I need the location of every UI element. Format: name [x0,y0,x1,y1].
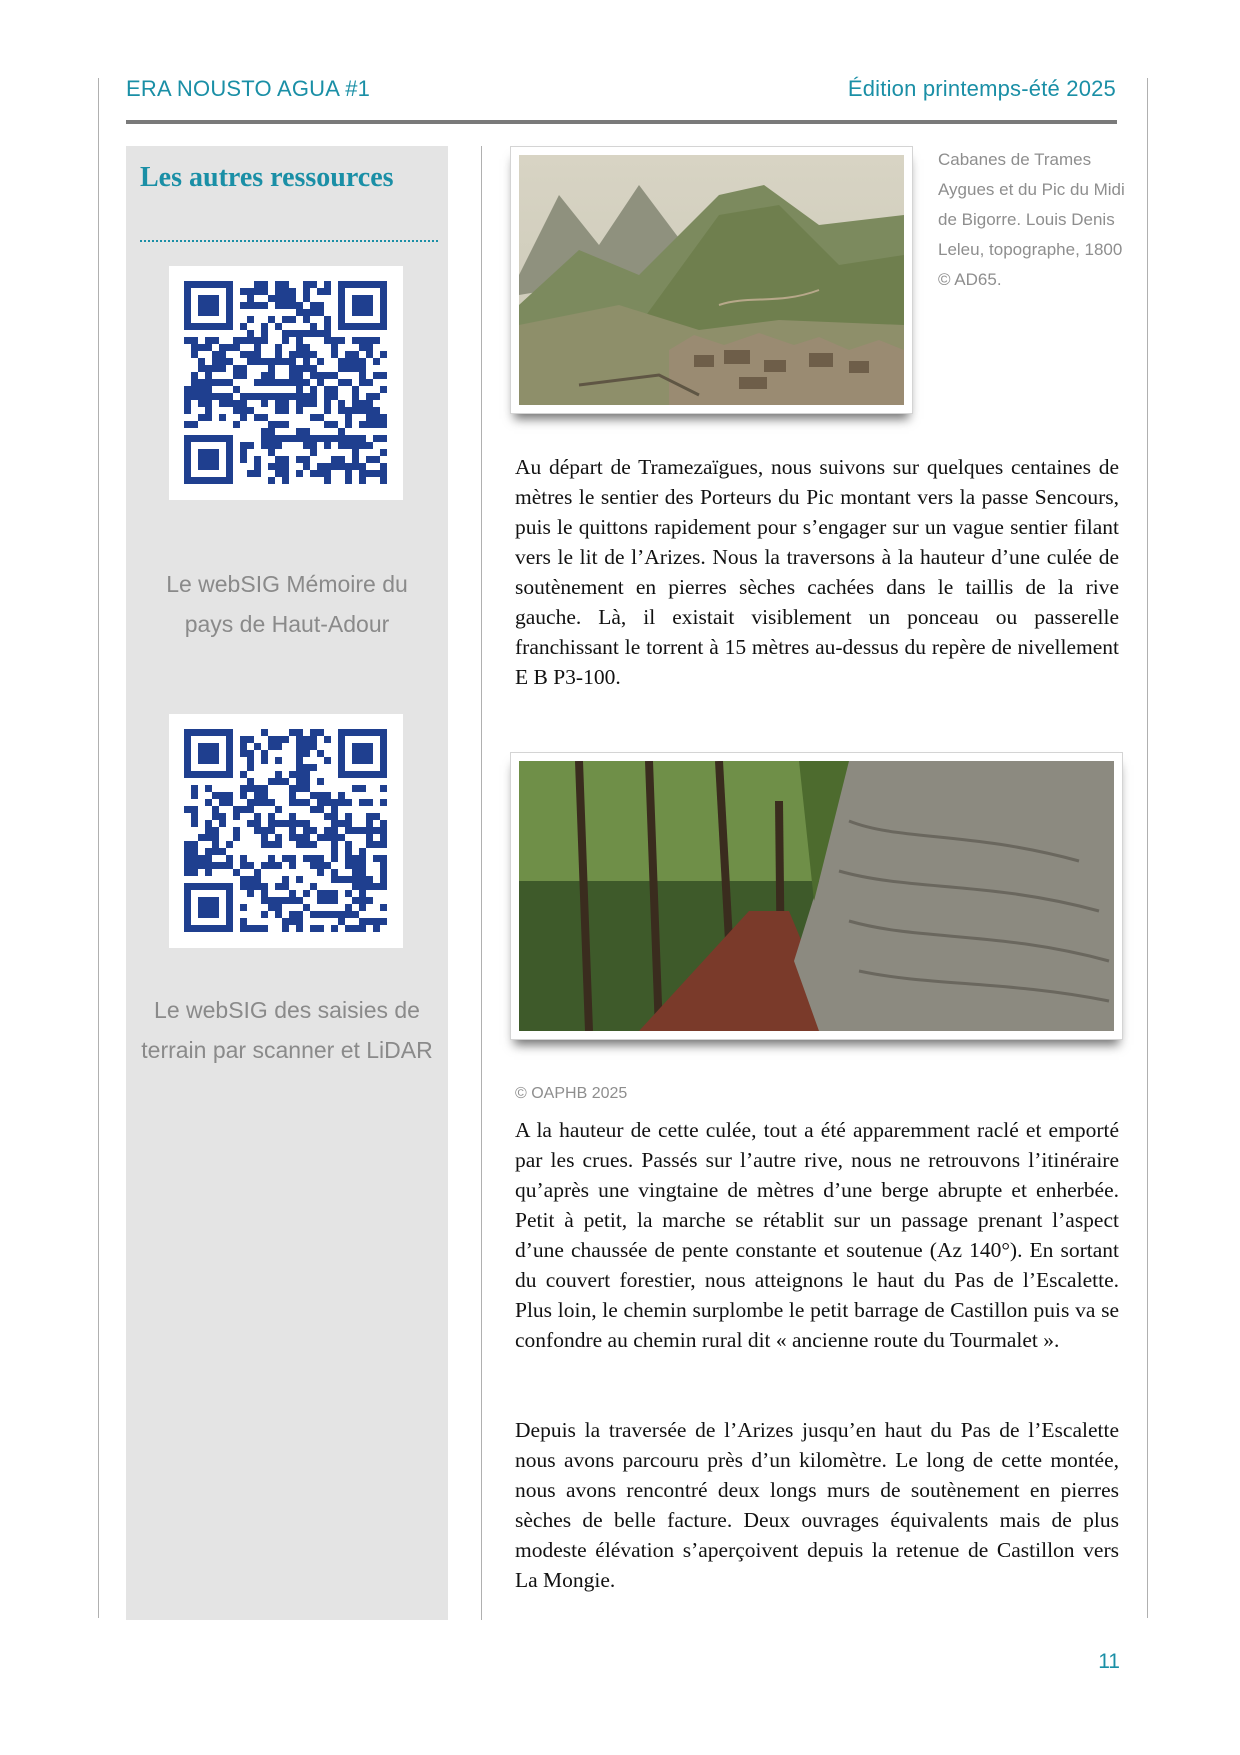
article-paragraph-1: Au départ de Tramezaïgues, nous suivons sur quelques centaines de mètres le sentier des Porteurs du Pic montant vers la passe Sencours, puis le quittons rapidement pour s’engager sur un vague sentier filant vers le lit de l’Arizes. Nous la traversons à la hauteur d’une culée de soutènement en pierres sèches cachées dans le taillis de la rive gauche. Là, il existait visiblement un ponceau ou passerelle franchissant le torrent à 15 mètres au-dessus du repère de nivellement E B P3-100. [515,455,1119,689]
qr-code-memoire[interactable] [169,266,403,500]
qr-pattern [169,714,403,948]
forest-trail-illustration [519,761,1114,1031]
article-paragraph-3: Depuis la traversée de l’Arizes jusqu’en haut du Pas de l’Escalette nous avons parcouru près d’un kilomètre. Le long de cette montée, nous avons rencontré deux longs murs de soutènement en pierres sèches de belle facture. Deux ouvrages équivalents mais de plus modeste élévation s’aperçoivent depuis la retenue de Castillon vers La Mongie. [515,1418,1119,1592]
magazine-title: ERA NOUSTO AGUA #1 [126,76,371,101]
qr-code-lidar[interactable] [169,714,403,948]
painting-caption: Cabanes de Trames Aygues et du Pic du Midi de Bigorre. Louis Denis Leleu, topographe, 1800 © AD65. [938,150,1125,289]
resource-caption-memoire: Le webSIG Mémoire du pays de Haut-Adour [166,571,408,637]
sidebar-title: Les autres ressources [140,162,394,193]
right-margin-line [1147,78,1148,1618]
qr-pattern [169,266,403,500]
page-number: 11 [1098,1650,1120,1673]
article-paragraph-2: A la hauteur de cette culée, tout a été apparemment raclé et emporté par les crues. Passés sur l’autre rive, nous ne retrouvons l’itinéraire qu’après une vingtaine de mètres d’une berge abrupte et enherbée. Petit à petit, la marche se rétablit sur un passage prenant l’aspect d’une chaussée de pente constante et soutenue (Az 140°). En sortant du couvert forestier, nous atteignons le haut du Pas de l’Escalette. Plus loin, le chemin surplombe le petit barrage de Castillon puis va se confondre au chemin rural dit « ancienne route du Tourmalet ». [515,1118,1119,1352]
mountain-painting-illustration [519,155,904,405]
photo-credit: © OAPHB 2025 [515,1085,628,1102]
sidebar-dotted-rule [140,240,438,242]
painting-image [510,146,913,414]
left-margin-line [98,78,99,1618]
edition-label: Édition printemps-été 2025 [847,76,1116,101]
column-divider [481,146,482,1620]
header-rule [126,120,1117,124]
resources-sidebar [126,146,448,1620]
forest-photo [510,752,1123,1040]
resource-caption-lidar: Le webSIG des saisies de terrain par scanner et LiDAR [141,997,433,1063]
